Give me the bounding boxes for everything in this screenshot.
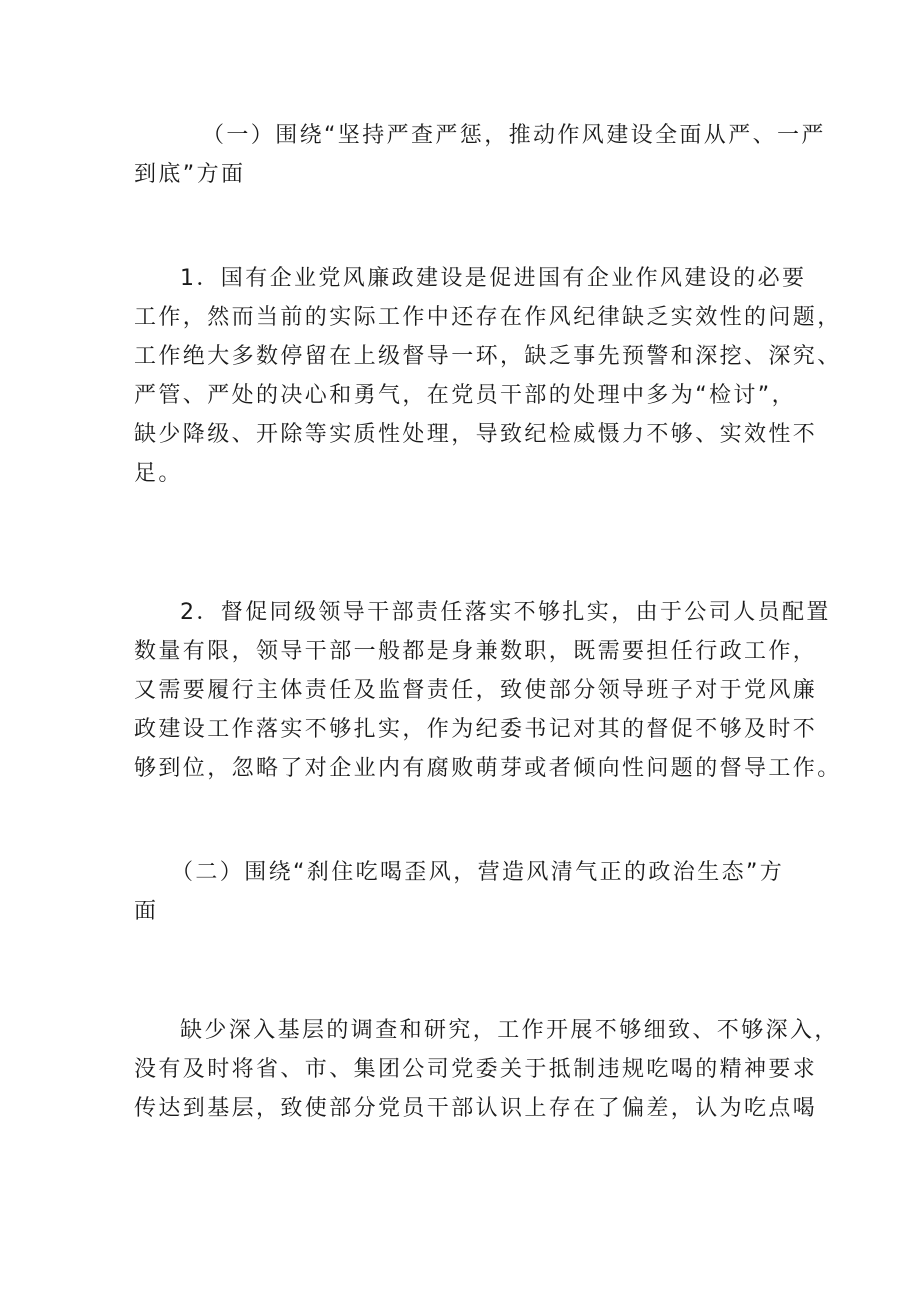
heading-1-line-2: 到底”方面 [134, 162, 246, 187]
section-heading-1 [134, 116, 826, 194]
section-heading-2 [134, 853, 798, 931]
paragraph-3 [134, 1011, 839, 1128]
heading-2-line-2: 面 [134, 899, 159, 924]
paragraph-1-line-2: 工作，然而当前的实际工作中还存在作风纪律缺乏实效性的问题， [134, 305, 842, 330]
paragraph-1-line-6: 足。 [134, 461, 183, 486]
paragraph-3-line-2: 没有及时将省、市、集团公司党委关于抵制违规吃喝的精神要求 [134, 1057, 818, 1082]
paragraph-1-line-3: 工作绝大多数停留在上级督导一环，缺乏事先预警和深挖、深究、 [134, 344, 842, 369]
paragraph-2-line-5: 够到位，忽略了对企业内有腐败萌芽或者倾向性问题的督导工作。 [134, 756, 842, 781]
paragraph-1-line-1: 1．国有企业党风廉政建设是促进国有企业作风建设的必要 [180, 266, 807, 291]
paragraph-1-line-4: 严管、严处的决心和勇气，在党员干部的处理中多为“检讨”， [134, 383, 796, 408]
paragraph-1 [134, 259, 842, 493]
paragraph-3-line-3: 传达到基层，致使部分党员干部认识上存在了偏差，认为吃点喝 [134, 1096, 818, 1121]
heading-1-line-1: （一）围绕“坚持严查严惩，推动作风建设全面从严、一严 [202, 123, 826, 148]
paragraph-2-line-3: 又需要履行主体责任及监督责任，致使部分领导班子对于党风廉 [134, 678, 818, 703]
paragraph-2-line-4: 政建设工作落实不够扎实，作为纪委书记对其的督促不够及时不 [134, 717, 818, 742]
heading-2-line-1: （二）围绕“刹住吃喝歪风，营造风清气正的政治生态”方 [171, 860, 785, 885]
paragraph-1-line-5: 缺少降级、开除等实质性处理，导致纪检威慑力不够、实效性不 [134, 422, 818, 447]
paragraph-3-line-1: 缺少深入基层的调查和研究，工作开展不够细致、不够深入， [180, 1018, 839, 1043]
paragraph-2-line-1: 2．督促同级领导干部责任落实不够扎实，由于公司人员配置 [180, 600, 831, 625]
paragraph-2-line-2: 数量有限，领导干部一般都是身兼数职，既需要担任行政工作， [134, 639, 818, 664]
paragraph-2 [134, 593, 842, 788]
